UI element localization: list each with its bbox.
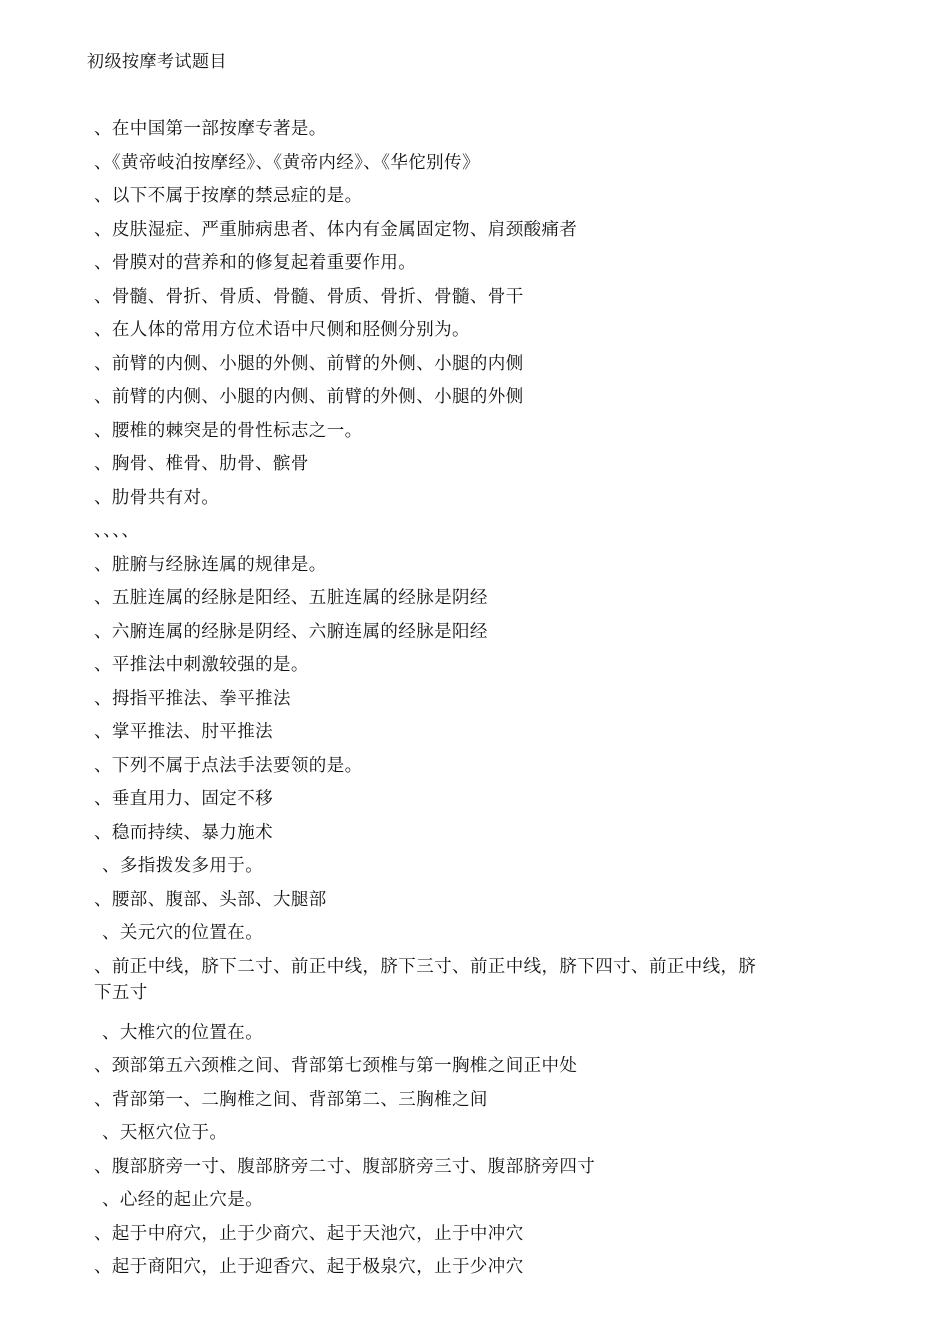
- answer-line: 、《黄帝岐泊按摩经》、《黄帝内经》、《华佗别传》: [94, 152, 480, 173]
- answer-line: 、垂直用力、固定不移: [94, 789, 273, 809]
- answer-line: 、前正中线，脐下二寸、前正中线，脐下三寸、前正中线，脐下四寸、前正中线，脐: [94, 956, 757, 977]
- answer-line: 、掌平推法、肘平推法: [94, 722, 273, 742]
- question-line: 、肋骨共有对。: [94, 487, 220, 508]
- answer-line: 、稳而持续、暴力施术: [94, 822, 273, 843]
- question-line: 、心经的起止穴是。: [102, 1190, 264, 1210]
- answer-line: 、腰部、腹部、头部、大腿部: [94, 889, 327, 910]
- question-line: 、在人体的常用方位术语中尺侧和胫侧分别为。: [94, 320, 470, 340]
- question-line: 、天枢穴位于。: [102, 1123, 228, 1143]
- answer-line: 、前臂的内侧、小腿的外侧、前臂的外侧、小腿的内侧: [94, 353, 524, 374]
- answer-line: 、起于中府穴，止于少商穴、起于天池穴，止于中冲穴: [94, 1223, 524, 1244]
- question-line: 、平推法中刺激较强的是。: [94, 655, 309, 675]
- answer-line: 、骨髓、骨折、骨质、骨髓、骨质、骨折、骨髓、骨干: [94, 286, 524, 307]
- document-title: 初级按摩考试题目: [87, 52, 227, 72]
- question-line: 、多指拨发多用于。: [102, 856, 264, 876]
- answer-line: 、、、、: [94, 521, 140, 541]
- question-line: 、骨膜对的营养和的修复起着重要作用。: [94, 253, 417, 273]
- answer-line: 、前臂的内侧、小腿的内侧、前臂的外侧、小腿的外侧: [94, 387, 524, 407]
- answer-line: 、背部第一、二胸椎之间、背部第二、三胸椎之间: [94, 1089, 488, 1110]
- question-line: 、腰椎的棘突是的骨性标志之一。: [94, 420, 363, 441]
- answer-line: 、六腑连属的经脉是阴经、六腑连属的经脉是阳经: [94, 621, 488, 642]
- question-line: 、脏腑与经脉连属的规律是。: [94, 554, 327, 575]
- answer-line: 、腹部脐旁一寸、腹部脐旁二寸、腹部脐旁三寸、腹部脐旁四寸: [94, 1156, 596, 1177]
- answer-line-continued: 下五寸: [94, 982, 148, 1003]
- answer-line: 、颈部第五六颈椎之间、背部第七颈椎与第一胸椎之间正中处: [94, 1056, 578, 1076]
- question-line: 、在中国第一部按摩专著是。: [94, 119, 327, 139]
- question-line: 、关元穴的位置在。: [102, 923, 264, 943]
- question-line: 、大椎穴的位置在。: [102, 1022, 264, 1043]
- question-line: 、以下不属于按摩的禁忌症的是。: [94, 186, 363, 206]
- question-line: 、下列不属于点法手法要领的是。: [94, 755, 363, 776]
- answer-line: 、五脏连属的经脉是阳经、五脏连属的经脉是阴经: [94, 588, 488, 608]
- answer-line: 、皮肤湿症、严重肺病患者、体内有金属固定物、肩颈酸痛者: [94, 219, 578, 240]
- answer-line: 、胸骨、椎骨、肋骨、髌骨: [94, 454, 309, 474]
- question-list: [94, 116, 814, 1288]
- answer-line: 、拇指平推法、拳平推法: [94, 688, 291, 709]
- answer-line: 、起于商阳穴，止于迎香穴、起于极泉穴，止于少冲穴: [94, 1257, 524, 1277]
